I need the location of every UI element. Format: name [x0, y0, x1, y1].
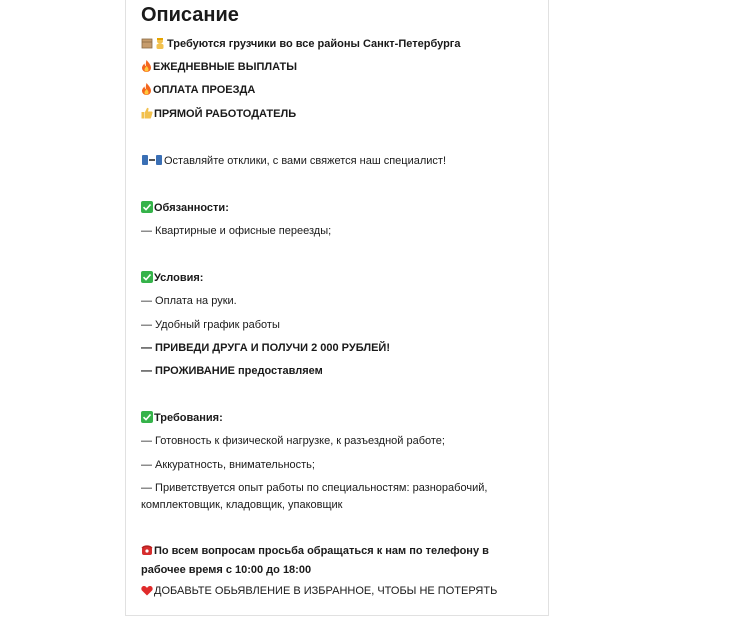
conditions-heading: Условия: — [141, 270, 203, 288]
description-content — [141, 4, 546, 597]
desc-line-direct-employer: ПРЯМОЙ РАБОТОДАТЕЛЬ — [141, 106, 296, 124]
desc-line-responses: Оставляйте отклики, с вами свяжется наш специалист! — [141, 153, 446, 171]
requirements-heading: Требования: — [141, 410, 223, 428]
condition-item: — ПРОЖИВАНИЕ предоставляем — [141, 365, 323, 377]
condition-item: — Удобный график работы — [141, 319, 280, 331]
fire-icon — [141, 83, 152, 100]
heart-icon — [141, 585, 153, 601]
requirement-item: — Приветствуется опыт работы по специальностям: разнорабочий, комплектовщик, кладовщик, упаковщик — [141, 482, 488, 511]
check-icon — [141, 201, 153, 218]
desc-line-loaders: Требуются грузчики во все районы Санкт-Петербурга — [141, 36, 461, 54]
duties-heading: Обязанности: — [141, 200, 229, 218]
condition-item: — Оплата на руки. — [141, 295, 237, 307]
favorite-hint: ДОБАВЬТЕ ОБЬЯВЛЕНИЕ В ИЗБРАННОЕ, ЧТОБЫ НЕ ПОТЕРЯТЬ — [141, 583, 497, 601]
worker-icon — [154, 37, 166, 54]
check-icon — [141, 411, 153, 428]
thumbs-up-icon — [141, 107, 153, 124]
duty-item: — Квартирные и офисные переезды; — [141, 225, 332, 237]
desc-line-travel-payment: ОПЛАТА ПРОЕЗДА — [141, 82, 255, 100]
desc-line-daily-payments: ЕЖЕДНЕВНЫЕ ВЫПЛАТЫ — [141, 59, 297, 77]
requirement-item: — Готовность к физической нагрузке, к разъездной работе; — [141, 435, 445, 447]
description-card — [125, 0, 549, 616]
contact-info: По всем вопросам просьба обращаться к нам по телефону в рабочее время с 10:00 до 18:00 — [141, 545, 489, 576]
box-icon — [141, 37, 153, 54]
check-icon — [141, 271, 153, 288]
description-title: Описание — [141, 4, 239, 26]
condition-item: — ПРИВЕДИ ДРУГА И ПОЛУЧИ 2 000 РУБЛЕЙ! — [141, 342, 390, 354]
fire-icon — [141, 60, 152, 77]
phone-icon — [141, 154, 163, 171]
telephone-icon — [141, 544, 153, 562]
requirement-item: — Аккуратность, внимательность; — [141, 459, 315, 471]
